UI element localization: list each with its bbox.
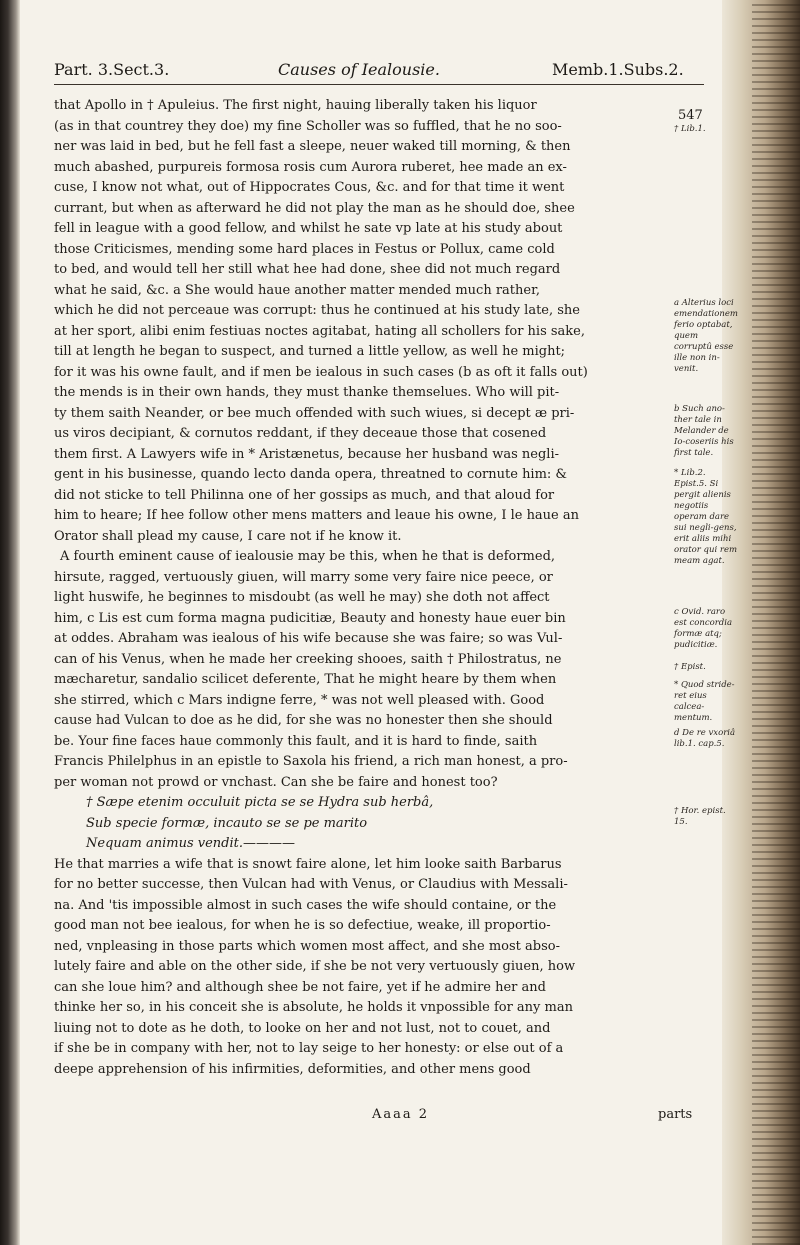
running-head-part: Part. 3.Sect.3. [54, 60, 170, 79]
text-line: currant, but when as afterward he did not play the man as he should doe, shee [54, 200, 575, 216]
text-line: at her sport, alibi enim festiuas noctes agitabat, hating all schollers for his sake, [54, 323, 586, 339]
text-line: ned, vnpleasing in those parts which women most affect, and she most abso- [54, 938, 560, 954]
text-line: us viros decipiant, & cornutos reddant, if they deceaue those that cosened [54, 426, 547, 441]
main-text [54, 96, 664, 1080]
text-line: (as in that countrey they doe) my fine Scholler was so fuffled, that he no soo- [54, 118, 562, 134]
text-line: fell in league with a good fellow, and whilst he sate vp late at his study about [54, 221, 563, 236]
text-line: what he said, &c. a She would haue another matter mended much rather, [54, 282, 541, 298]
text-line: till at length he began to suspect, and turned a little yellow, as well he might; [54, 344, 566, 359]
margin-note: † Hor. epist. 15. [674, 806, 726, 827]
text-line: ty them saith Neander, or bee much offended with such wiues, si decept æ pri- [54, 405, 575, 421]
text-line: na. And 'tis impossible almost in such cases the wife should containe, or the [54, 897, 557, 913]
text-line: liuing not to dote as he doth, to looke on her and not lust, not to couet, and [54, 1020, 551, 1036]
text-line: light huswife, he beginnes to misdoubt (as well he may) she doth not affect [54, 590, 550, 605]
text-line: lutely faire and able on the other side, if she be not very vertuously giuen, how [54, 959, 576, 974]
margin-note: * Lib.2. Epist.5. Si pergit alienis negotiis operam dare sui negli-gens, erit aliis mihi orator qui rem meam agat. [674, 468, 738, 566]
text-line: much abashed, purpureis formosa rosis cum Aurora ruberet, hee made an ex- [54, 159, 567, 175]
book-page [26, 0, 738, 1245]
text-line: ner was laid in bed, but he fell fast a sleepe, neuer waked till morning, & then [54, 139, 571, 154]
text-line: He that marries a wife that is snowt faire alone, let him looke saith Barbarus [54, 856, 562, 872]
verse-line: Sub specie formæ, incauto se se pe marito [86, 815, 368, 831]
text-line: be. Your fine faces haue commonly this fault, and it is hard to finde, saith [54, 733, 538, 749]
margin-note: a Alterius loci emendationem ferio optabat, quem corruptû esse ille non in-venit. [674, 298, 738, 374]
text-line: which he did not perceaue was corrupt: thus he continued at his study late, she [54, 303, 580, 318]
text-line: those Criticismes, mending some hard places in Festus or Pollux, came cold [54, 241, 555, 257]
text-line: per woman not prowd or vnchast. Can she be faire and honest too? [54, 774, 498, 790]
text-line: for no better successe, then Vulcan had with Venus, or Claudius with Messali- [54, 877, 568, 892]
text-line: the mends is in their own hands, they must thanke themselues. Who will pit- [54, 385, 560, 400]
text-line: at oddes. Abraham was iealous of his wife because she was faire; so was Vul- [54, 631, 563, 646]
margin-note: † Lib.1. [674, 124, 706, 134]
margin-note: c Ovid. raro est concordia formæ atq; pudicitiæ. [674, 607, 733, 650]
running-head [54, 58, 704, 85]
text-line: mæcharetur, sandalio scilicet deferente, That he might heare by them when [54, 672, 557, 687]
text-line: cause had Vulcan to doe as he did, for she was no honester then she should [54, 713, 553, 728]
text-line: him to heare; If hee follow other mens matters and leaue his owne, I le haue an [54, 508, 580, 523]
text-line: them first. A Lawyers wife in * Aristænetus, because her husband was negli- [54, 446, 559, 462]
running-head-member: Memb.1.Subs.2. [552, 60, 684, 79]
margin-note: b Such ano-ther tale in Melander de Io-coseriis his first tale. [674, 404, 734, 458]
text-line: that Apollo in † Apuleius. The first night, hauing liberally taken his liquor [54, 98, 537, 113]
text-line: gent in his businesse, quando lecto danda opera, threatned to cornute him: & [54, 467, 568, 482]
text-line: thinke her so, in his conceit she is absolute, he holds it vnpossible for any man [54, 1000, 573, 1015]
text-line: hirsute, ragged, vertuously giuen, will marry some very faire nice peece, or [54, 569, 553, 585]
margin-note: * Quod stride-ret eius calcea-mentum. [674, 680, 735, 723]
text-line: good man not bee iealous, for when he is so defectiue, weake, ill proportio- [54, 918, 551, 933]
text-line: did not sticke to tell Philinna one of her gossips as much, and that aloud for [54, 487, 555, 503]
text-line: him, c Lis est cum forma magna pudicitiæ, Beauty and honesty haue euer bin [54, 610, 566, 626]
text-line: A fourth eminent cause of iealousie may be this, when he that is deformed, [60, 549, 556, 564]
binding-shadow-left [0, 0, 20, 1245]
text-line: if she be in company with her, not to lay seige to her honesty: or else out of a [54, 1041, 564, 1056]
verse-line: Nequam animus vendit.———— [86, 836, 296, 851]
text-line: can she loue him? and although shee be not faire, yet if he admire her and [54, 979, 546, 995]
text-line: for it was his owne fault, and if men be iealous in such cases (b as oft it falls out) [54, 364, 588, 380]
text-line: cuse, I know not what, out of Hippocrates Cous, &c. and for that time it went [54, 180, 565, 195]
page-footer [54, 1107, 704, 1127]
verse-line: † Sæpe etenim occuluit picta se se Hydra sub herbâ, [86, 795, 434, 810]
signature-mark: Aaaa 2 [372, 1107, 430, 1122]
text-line: Orator shall plead my cause, I care not if he know it. [54, 528, 402, 544]
running-head-title: Causes of Iealousie. [278, 60, 440, 79]
catchword: parts [658, 1107, 693, 1122]
margin-note: † Epist. [674, 662, 706, 672]
margin-note: d De re vxoriâ lib.1. cap.5. [674, 728, 736, 749]
text-line: Francis Philelphus in an epistle to Saxola his friend, a rich man honest, a pro- [54, 754, 568, 769]
text-line: to bed, and would tell her still what hee had done, shee did not much regard [54, 262, 561, 277]
text-line: deepe apprehension of his infirmities, deformities, and other mens good [54, 1061, 531, 1077]
text-line: she stirred, which c Mars indigne ferre, * was not well pleased with. Good [54, 692, 545, 708]
text-line: can of his Venus, when he made her creeking shooes, saith † Philostratus, ne [54, 651, 562, 667]
page-number: 547 [678, 108, 703, 123]
